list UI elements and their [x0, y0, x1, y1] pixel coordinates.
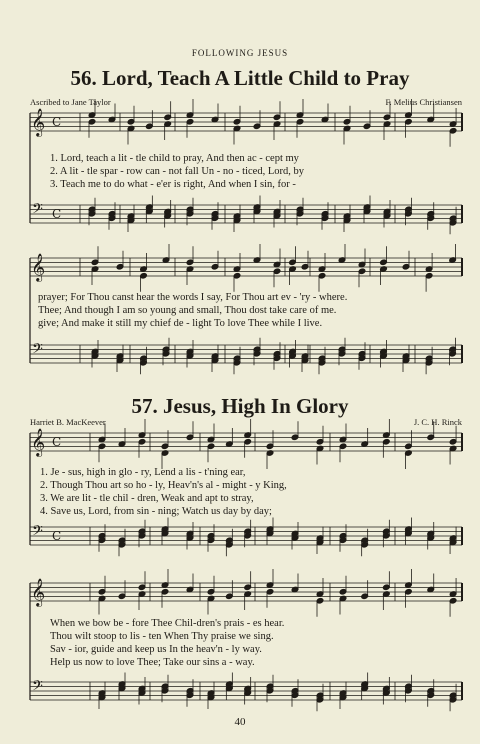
hymn-57-verse-4-line-1: 4. Save us, Lord, from sin - ning; Watch us day by day;: [40, 506, 272, 517]
hymn-56-verse-1-line-2: prayer; For Thou canst hear the words I say, For Thou art ev - 'ry - where.: [38, 292, 348, 303]
hymn-57-verse-3-line-1: 3. We are lit - tle chil - dren, Weak and apt to stray,: [40, 493, 254, 504]
page-number: 40: [234, 716, 246, 728]
hymn-57-verse-2-line-2: Thou wilt stoop to lis - ten When Thy praise we sing.: [50, 631, 274, 642]
running-head: FOLLOWING JESUS: [191, 48, 289, 58]
svg-text:𝄞: 𝄞: [31, 253, 46, 281]
hymn-57-title: 57. Jesus, High In Glory: [131, 394, 349, 418]
hymn-56-title: 56. Lord, Teach A Little Child to Pray: [70, 66, 410, 90]
hymn-57-music-credit: J. C. H. Rinck: [413, 417, 462, 427]
hymn-57-verse-3-line-2: Sav - ior, guide and keep us In the heav'n - ly way.: [50, 644, 262, 655]
svg-text:𝄞: 𝄞: [31, 428, 46, 456]
hymn-56-verse-2-line-1: 2. A lit - tle spar - row can - not fall Un - no - ticed, Lord, by: [50, 166, 304, 177]
hymn-56-music-credit: F. Melius Christiansen: [385, 97, 462, 107]
svg-text:𝄢: 𝄢: [32, 341, 43, 361]
svg-text:C: C: [52, 207, 62, 221]
hymn-57-words-credit: Harriet B. MacKeever: [30, 417, 106, 427]
hymn-56-verse-3-line-2: give; And make it still my chief de - light To love Thee while I live.: [38, 318, 323, 329]
svg-text:C: C: [52, 115, 62, 129]
svg-text:𝄢: 𝄢: [32, 678, 43, 698]
svg-text:𝄢: 𝄢: [32, 523, 43, 543]
hymn-57-verse-2-line-1: 2. Though Thou art so ho - ly, Heav'n's al - might - y King,: [40, 480, 287, 491]
hymn-57-verse-4-line-2: Help us now to love Thee; Take our sins a - way.: [50, 657, 255, 668]
hymn-56-words-credit: Ascribed to Jane Taylor: [30, 97, 111, 107]
svg-text:C: C: [52, 529, 62, 543]
hymn-56-verse-1-line-1: 1. Lord, teach a lit - tle child to pray, And then ac - cept my: [50, 153, 299, 164]
svg-text:𝄞: 𝄞: [31, 108, 46, 136]
svg-text:𝄞: 𝄞: [31, 578, 46, 606]
hymn-56-verse-2-line-2: Thee; And though I am so young and small, Thou dost take care of me.: [38, 305, 337, 316]
svg-text:𝄢: 𝄢: [32, 201, 43, 221]
hymn-57-verse-1-line-2: When we bow be - fore Thee Chil-dren's prais - es hear.: [50, 618, 285, 629]
svg-text:C: C: [52, 435, 62, 449]
hymn-56-verse-3-line-1: 3. Teach me to do what - e'er is right, And when I sin, for -: [50, 179, 296, 190]
hymn-57-verse-1-line-1: 1. Je - sus, high in glo - ry, Lend a lis - t'ning ear,: [40, 467, 246, 478]
